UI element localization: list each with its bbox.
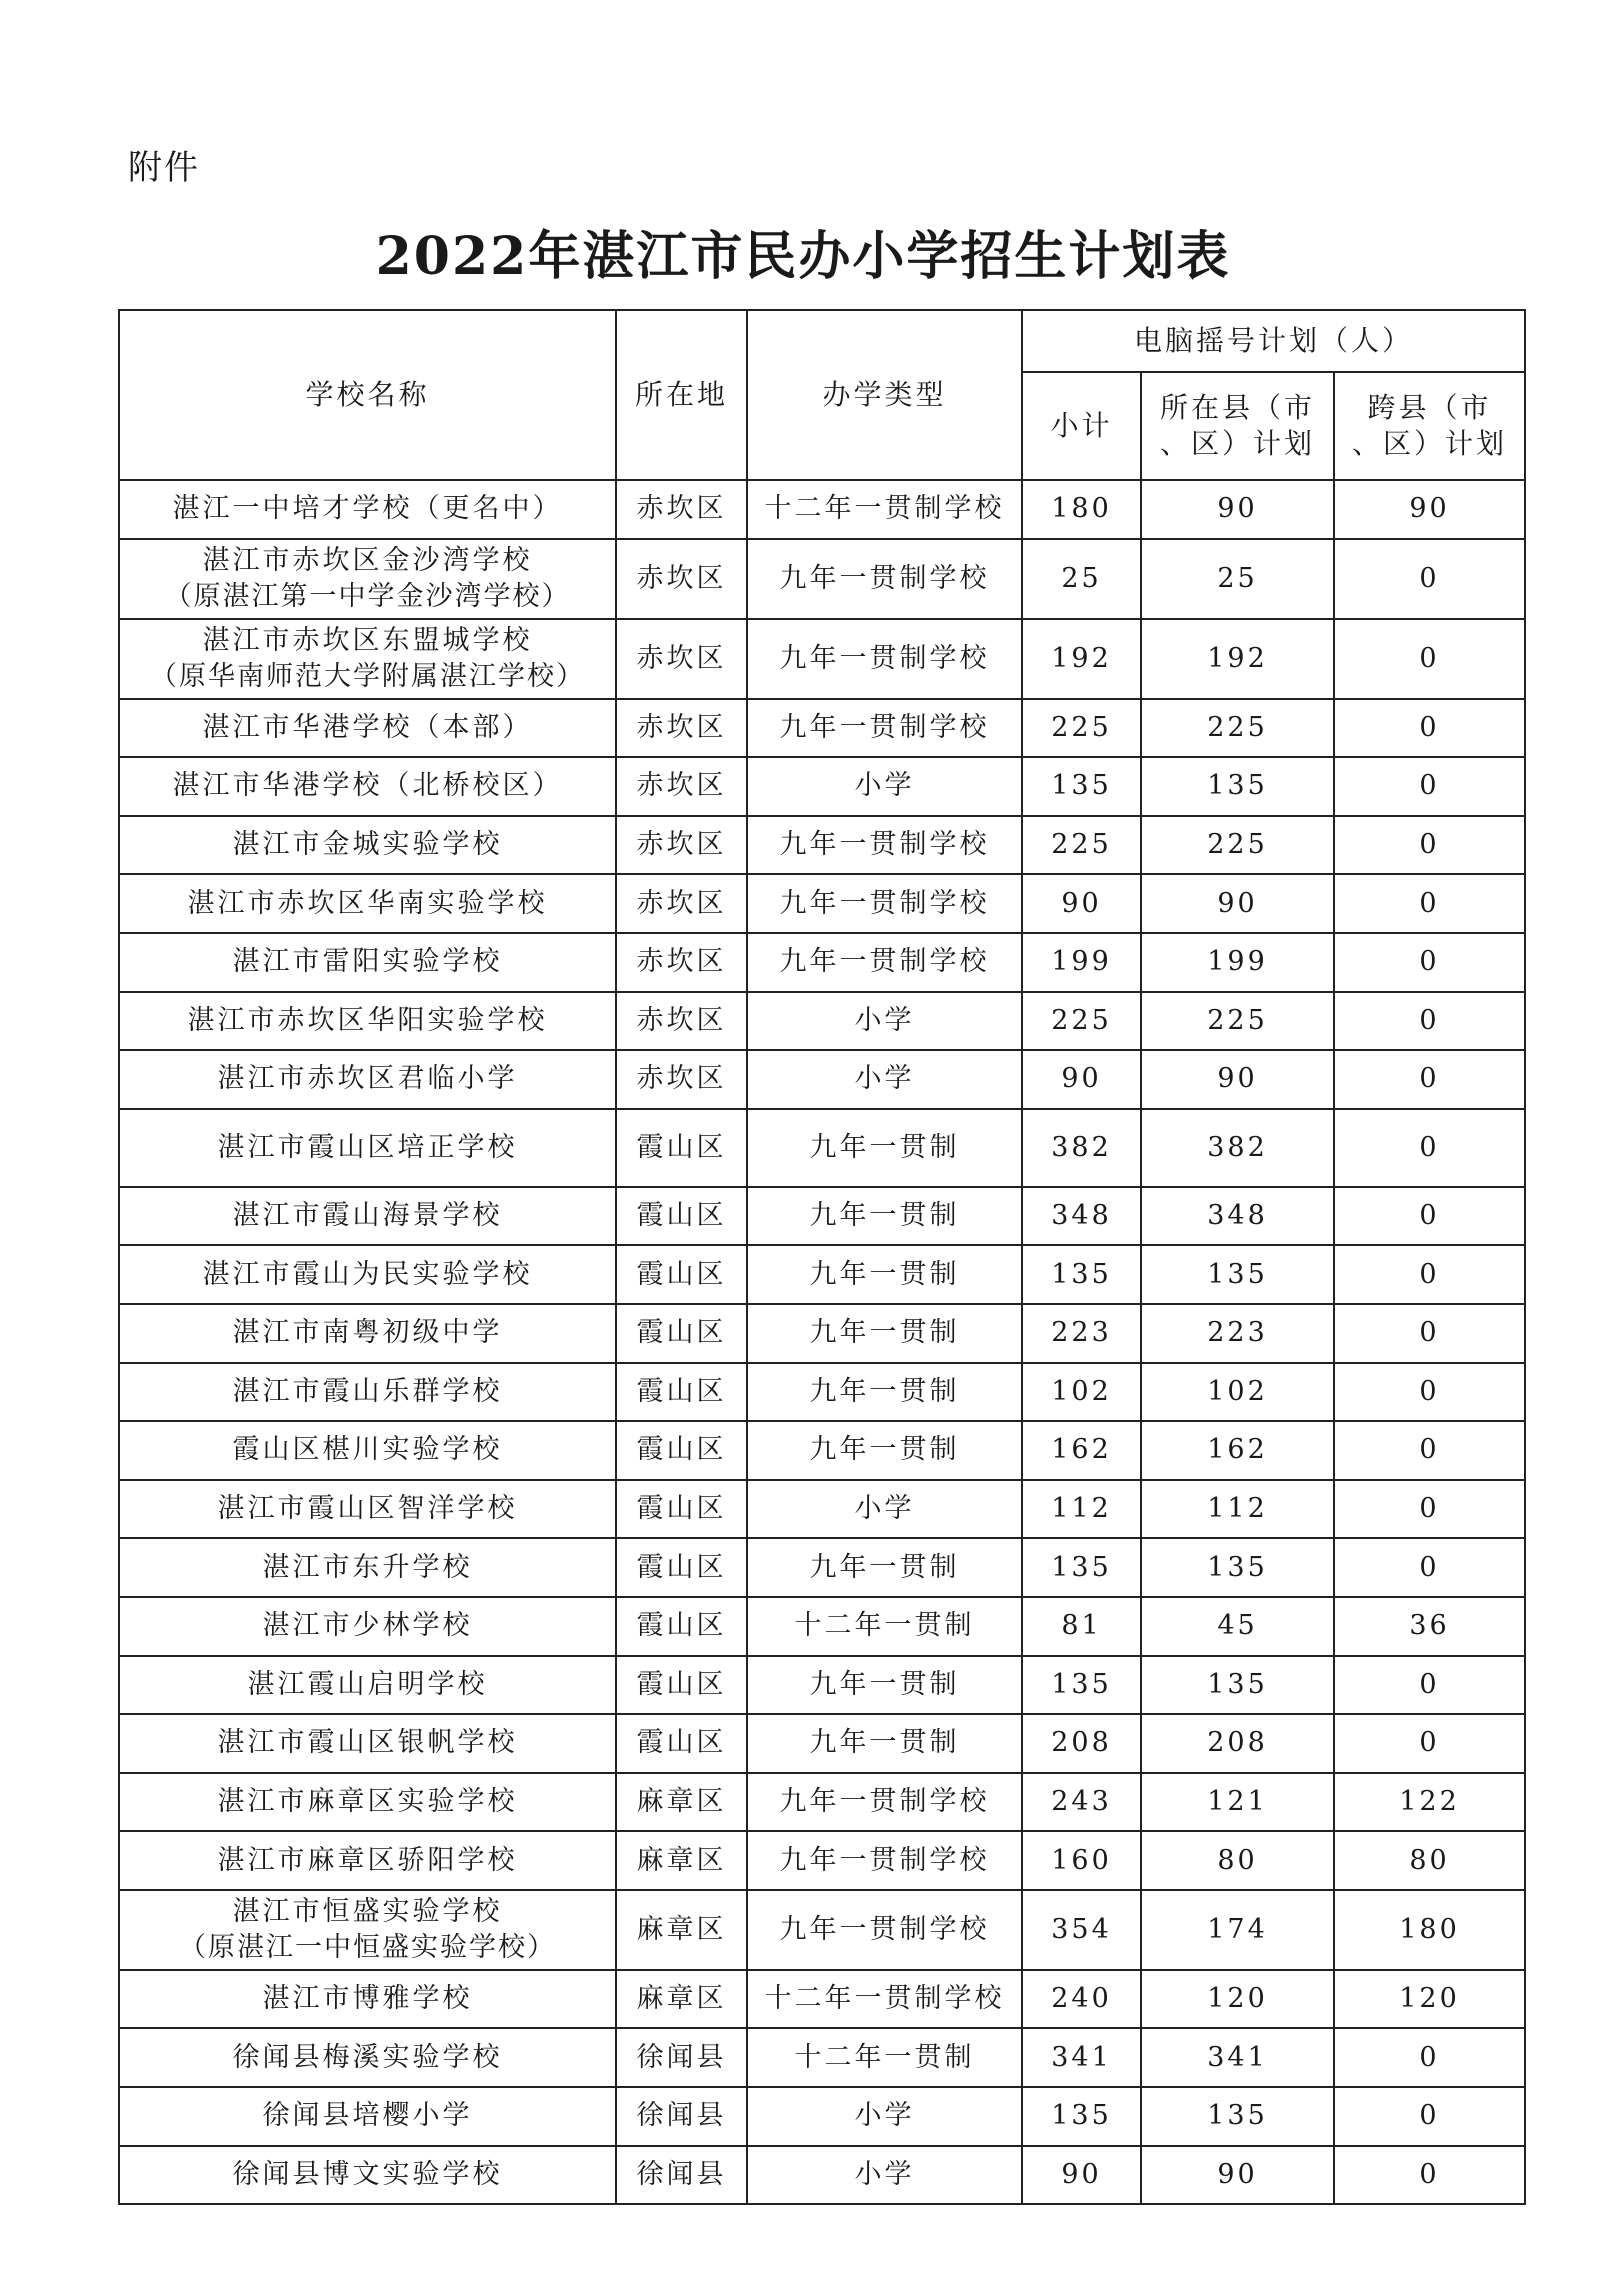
school-type-cell: 九年一贯制 <box>747 1187 1022 1246</box>
school-type-cell: 九年一贯制 <box>747 1363 1022 1422</box>
subtotal-cell: 243 <box>1022 1773 1141 1832</box>
school-name: 湛江市赤坎区华南实验学校 <box>187 887 548 919</box>
cross-plan-cell: 0 <box>1334 1304 1525 1363</box>
school-name-cell <box>119 1831 616 1890</box>
location-cell: 赤坎区 <box>616 757 747 816</box>
school-name: 湛江市恒盛实验学校 <box>232 1895 503 1927</box>
cross-plan-cell: 0 <box>1334 1480 1525 1539</box>
table-row <box>119 933 1525 992</box>
table-row <box>119 2146 1525 2205</box>
local-plan-cell: 90 <box>1141 874 1334 933</box>
school-name: 湛江市麻章区骄阳学校 <box>217 1844 518 1876</box>
cross-plan-cell: 0 <box>1334 1714 1525 1773</box>
school-name: 湛江市赤坎区华阳实验学校 <box>187 1004 548 1036</box>
cross-plan-cell: 180 <box>1334 1890 1525 1970</box>
cross-plan-cell: 0 <box>1334 933 1525 992</box>
local-plan-cell: 341 <box>1141 2028 1334 2087</box>
table-row <box>119 816 1525 875</box>
subtotal-cell: 81 <box>1022 1597 1141 1656</box>
local-plan-cell: 162 <box>1141 1421 1334 1480</box>
location-cell: 霞山区 <box>616 1363 747 1422</box>
cross-plan-cell: 122 <box>1334 1773 1525 1832</box>
school-name-cell <box>119 1714 616 1773</box>
subtotal-cell: 162 <box>1022 1421 1141 1480</box>
subtotal-cell: 90 <box>1022 1050 1141 1109</box>
school-type-cell: 十二年一贯制学校 <box>747 480 1022 539</box>
school-name: 湛江市霞山区智洋学校 <box>217 1493 518 1525</box>
table-row <box>119 2087 1525 2146</box>
local-plan-cell: 208 <box>1141 1714 1334 1773</box>
subtotal-cell: 135 <box>1022 1538 1141 1597</box>
local-plan-cell: 25 <box>1141 539 1334 619</box>
location-cell: 徐闻县 <box>616 2146 747 2205</box>
location-cell: 霞山区 <box>616 1109 747 1187</box>
school-type-cell: 十二年一贯制学校 <box>747 1970 1022 2029</box>
school-former-name: （原湛江第一中学金沙湾学校） <box>164 580 571 612</box>
table-row <box>119 1245 1525 1304</box>
cross-plan-cell: 0 <box>1334 1538 1525 1597</box>
school-name: 湛江市南粤初级中学 <box>232 1317 503 1349</box>
subtotal-cell: 382 <box>1022 1109 1141 1187</box>
table-row <box>119 1421 1525 1480</box>
school-name: 湛江市霞山区培正学校 <box>217 1131 518 1163</box>
local-plan-cell: 102 <box>1141 1363 1334 1422</box>
school-name: 湛江市华港学校（北桥校区） <box>172 770 563 802</box>
subtotal-cell: 240 <box>1022 1970 1141 2029</box>
school-type-cell: 九年一贯制 <box>747 1304 1022 1363</box>
school-name-cell <box>119 933 616 992</box>
school-name: 湛江市霞山乐群学校 <box>232 1375 503 1407</box>
school-type-cell: 九年一贯制学校 <box>747 699 1022 758</box>
school-name-cell <box>119 1304 616 1363</box>
subtotal-cell: 225 <box>1022 992 1141 1051</box>
school-name-cell <box>119 1421 616 1480</box>
location-cell: 赤坎区 <box>616 816 747 875</box>
location-cell: 麻章区 <box>616 1970 747 2029</box>
school-name: 湛江市华港学校（本部） <box>202 711 533 743</box>
cross-plan-cell: 0 <box>1334 2146 1525 2205</box>
school-type-cell: 九年一贯制学校 <box>747 1831 1022 1890</box>
location-cell: 赤坎区 <box>616 933 747 992</box>
school-name-cell <box>119 2028 616 2087</box>
header-subtotal: 小计 <box>1022 372 1141 480</box>
school-type-cell: 十二年一贯制 <box>747 2028 1022 2087</box>
header-school-type: 办学类型 <box>747 310 1022 480</box>
cross-plan-cell: 0 <box>1334 816 1525 875</box>
page-title: 2022年湛江市民办小学招生计划表 <box>375 226 1231 287</box>
subtotal-cell: 25 <box>1022 539 1141 619</box>
subtotal-cell: 341 <box>1022 2028 1141 2087</box>
cross-plan-cell: 0 <box>1334 1363 1525 1422</box>
school-name-cell <box>119 1480 616 1539</box>
cross-plan-cell: 0 <box>1334 2087 1525 2146</box>
subtotal-cell: 112 <box>1022 1480 1141 1539</box>
location-cell: 徐闻县 <box>616 2087 747 2146</box>
cross-plan-cell: 0 <box>1334 1245 1525 1304</box>
school-type-cell: 九年一贯制 <box>747 1109 1022 1187</box>
location-cell: 霞山区 <box>616 1597 747 1656</box>
cross-plan-cell: 0 <box>1334 992 1525 1051</box>
table-row <box>119 1656 1525 1715</box>
school-name: 湛江市霞山海景学校 <box>232 1200 503 1232</box>
local-plan-cell: 135 <box>1141 2087 1334 2146</box>
subtotal-cell: 348 <box>1022 1187 1141 1246</box>
cross-plan-cell: 80 <box>1334 1831 1525 1890</box>
local-plan-cell: 348 <box>1141 1187 1334 1246</box>
school-name: 霞山区椹川实验学校 <box>232 1434 503 1466</box>
school-name-cell <box>119 539 616 619</box>
cross-plan-cell: 0 <box>1334 1109 1525 1187</box>
school-name: 湛江市赤坎区东盟城学校 <box>202 624 533 656</box>
school-name-cell <box>119 1538 616 1597</box>
local-plan-cell: 112 <box>1141 1480 1334 1539</box>
subtotal-cell: 354 <box>1022 1890 1141 1970</box>
school-type-cell: 九年一贯制学校 <box>747 1773 1022 1832</box>
cross-plan-cell: 0 <box>1334 1187 1525 1246</box>
location-cell: 霞山区 <box>616 1245 747 1304</box>
subtotal-cell: 135 <box>1022 1245 1141 1304</box>
table-row <box>119 1714 1525 1773</box>
table-row <box>119 539 1525 619</box>
school-name: 湛江市霞山为民实验学校 <box>202 1258 533 1290</box>
subtotal-cell: 225 <box>1022 816 1141 875</box>
school-type-cell: 九年一贯制学校 <box>747 933 1022 992</box>
school-name-cell <box>119 1050 616 1109</box>
school-type-cell: 九年一贯制学校 <box>747 1890 1022 1970</box>
header-local-plan-line1: 所在县（市 <box>1159 391 1315 424</box>
table-row <box>119 1597 1525 1656</box>
school-name: 湛江市少林学校 <box>262 1610 473 1642</box>
school-name: 湛江市金城实验学校 <box>232 829 503 861</box>
school-name: 徐闻县梅溪实验学校 <box>232 2041 503 2073</box>
subtotal-cell: 90 <box>1022 874 1141 933</box>
header-local-plan-line2: 、区）计划 <box>1159 427 1315 460</box>
local-plan-cell: 135 <box>1141 1656 1334 1715</box>
table-row <box>119 1538 1525 1597</box>
school-type-cell: 九年一贯制 <box>747 1538 1022 1597</box>
attachment-label: 附件 <box>128 148 200 188</box>
location-cell: 麻章区 <box>616 1773 747 1832</box>
table-row <box>119 1773 1525 1832</box>
local-plan-cell: 80 <box>1141 1831 1334 1890</box>
school-type-cell: 九年一贯制学校 <box>747 874 1022 933</box>
local-plan-cell: 199 <box>1141 933 1334 992</box>
local-plan-cell: 121 <box>1141 1773 1334 1832</box>
local-plan-cell: 225 <box>1141 699 1334 758</box>
school-name: 湛江市麻章区实验学校 <box>217 1785 518 1817</box>
school-type-cell: 小学 <box>747 2087 1022 2146</box>
school-type-cell: 小学 <box>747 992 1022 1051</box>
local-plan-cell: 45 <box>1141 1597 1334 1656</box>
table-row <box>119 699 1525 758</box>
subtotal-cell: 102 <box>1022 1363 1141 1422</box>
location-cell: 麻章区 <box>616 1831 747 1890</box>
subtotal-cell: 135 <box>1022 1656 1141 1715</box>
local-plan-cell: 135 <box>1141 757 1334 816</box>
cross-plan-cell: 0 <box>1334 874 1525 933</box>
cross-plan-cell: 0 <box>1334 699 1525 758</box>
cross-plan-cell: 0 <box>1334 2028 1525 2087</box>
location-cell: 霞山区 <box>616 1714 747 1773</box>
cross-plan-cell: 0 <box>1334 1656 1525 1715</box>
location-cell: 麻章区 <box>616 1890 747 1970</box>
cross-plan-cell: 0 <box>1334 757 1525 816</box>
location-cell: 赤坎区 <box>616 699 747 758</box>
local-plan-cell: 135 <box>1141 1538 1334 1597</box>
subtotal-cell: 199 <box>1022 933 1141 992</box>
school-name: 湛江市东升学校 <box>262 1551 473 1583</box>
table-body <box>119 480 1525 2204</box>
school-name: 徐闻县培樱小学 <box>262 2100 473 2132</box>
school-type-cell: 小学 <box>747 2146 1022 2205</box>
school-former-name: （原华南师范大学附属湛江学校） <box>150 660 585 692</box>
subtotal-cell: 192 <box>1022 619 1141 699</box>
school-name-cell <box>119 1363 616 1422</box>
local-plan-cell: 135 <box>1141 1245 1334 1304</box>
table-row <box>119 1050 1525 1109</box>
local-plan-cell: 90 <box>1141 1050 1334 1109</box>
table-row <box>119 1831 1525 1890</box>
subtotal-cell: 90 <box>1022 2146 1141 2205</box>
school-name-cell <box>119 2087 616 2146</box>
header-cross-plan-line1: 跨县（市 <box>1367 391 1492 424</box>
header-location: 所在地 <box>616 310 747 480</box>
location-cell: 赤坎区 <box>616 1050 747 1109</box>
table-row <box>119 619 1525 699</box>
school-name-cell <box>119 1245 616 1304</box>
local-plan-cell: 223 <box>1141 1304 1334 1363</box>
cross-plan-cell: 0 <box>1334 539 1525 619</box>
school-type-cell: 九年一贯制 <box>747 1421 1022 1480</box>
location-cell: 霞山区 <box>616 1656 747 1715</box>
subtotal-cell: 135 <box>1022 757 1141 816</box>
local-plan-cell: 174 <box>1141 1890 1334 1970</box>
location-cell: 赤坎区 <box>616 992 747 1051</box>
local-plan-cell: 382 <box>1141 1109 1334 1187</box>
school-name-cell <box>119 1890 616 1970</box>
table-row <box>119 1187 1525 1246</box>
location-cell: 霞山区 <box>616 1304 747 1363</box>
subtotal-cell: 135 <box>1022 2087 1141 2146</box>
school-type-cell: 九年一贯制 <box>747 1245 1022 1304</box>
local-plan-cell: 90 <box>1141 2146 1334 2205</box>
cross-plan-cell: 0 <box>1334 1050 1525 1109</box>
school-name: 湛江市赤坎区君临小学 <box>217 1063 518 1095</box>
school-name: 湛江市赤坎区金沙湾学校 <box>202 544 533 576</box>
school-name-cell <box>119 816 616 875</box>
subtotal-cell: 225 <box>1022 699 1141 758</box>
location-cell: 赤坎区 <box>616 539 747 619</box>
school-type-cell: 小学 <box>747 757 1022 816</box>
subtotal-cell: 180 <box>1022 480 1141 539</box>
school-type-cell: 十二年一贯制 <box>747 1597 1022 1656</box>
school-name-cell <box>119 874 616 933</box>
table-row <box>119 1109 1525 1187</box>
location-cell: 霞山区 <box>616 1538 747 1597</box>
school-name: 湛江霞山启明学校 <box>247 1668 488 1700</box>
school-name-cell <box>119 480 616 539</box>
school-name-cell <box>119 1597 616 1656</box>
school-name: 湛江市霞山区银帆学校 <box>217 1727 518 1759</box>
table-row <box>119 757 1525 816</box>
table-row <box>119 874 1525 933</box>
school-name-cell <box>119 699 616 758</box>
school-type-cell: 九年一贯制学校 <box>747 539 1022 619</box>
school-former-name: （原湛江一中恒盛实验学校） <box>179 1931 556 1963</box>
school-name-cell <box>119 2146 616 2205</box>
header-local-plan <box>1141 372 1334 480</box>
local-plan-cell: 225 <box>1141 992 1334 1051</box>
school-type-cell: 九年一贯制 <box>747 1656 1022 1715</box>
cross-plan-cell: 0 <box>1334 619 1525 699</box>
school-name: 徐闻县博文实验学校 <box>232 2158 503 2190</box>
table-row <box>119 2028 1525 2087</box>
school-type-cell: 九年一贯制学校 <box>747 619 1022 699</box>
school-name: 湛江市雷阳实验学校 <box>232 946 503 978</box>
cross-plan-cell: 120 <box>1334 1970 1525 2029</box>
location-cell: 霞山区 <box>616 1480 747 1539</box>
table-row <box>119 1890 1525 1970</box>
location-cell: 赤坎区 <box>616 619 747 699</box>
table-row <box>119 1480 1525 1539</box>
school-name-cell <box>119 1187 616 1246</box>
local-plan-cell: 90 <box>1141 480 1334 539</box>
subtotal-cell: 208 <box>1022 1714 1141 1773</box>
school-name-cell <box>119 992 616 1051</box>
school-name-cell <box>119 619 616 699</box>
cross-plan-cell: 36 <box>1334 1597 1525 1656</box>
enrollment-plan-table <box>118 309 1526 2205</box>
header-cross-plan-line2: 、区）计划 <box>1352 427 1508 460</box>
local-plan-cell: 225 <box>1141 816 1334 875</box>
header-cross-plan <box>1334 372 1525 480</box>
school-name: 湛江一中培才学校（更名中） <box>172 493 563 525</box>
school-name-cell <box>119 1656 616 1715</box>
location-cell: 霞山区 <box>616 1421 747 1480</box>
school-type-cell: 小学 <box>747 1050 1022 1109</box>
school-type-cell: 九年一贯制 <box>747 1714 1022 1773</box>
location-cell: 赤坎区 <box>616 480 747 539</box>
cross-plan-cell: 90 <box>1334 480 1525 539</box>
local-plan-cell: 120 <box>1141 1970 1334 2029</box>
table-row <box>119 480 1525 539</box>
school-name-cell <box>119 1109 616 1187</box>
location-cell: 赤坎区 <box>616 874 747 933</box>
header-lottery-plan: 电脑摇号计划（人） <box>1022 310 1525 372</box>
cross-plan-cell: 0 <box>1334 1421 1525 1480</box>
subtotal-cell: 223 <box>1022 1304 1141 1363</box>
table-row <box>119 992 1525 1051</box>
location-cell: 徐闻县 <box>616 2028 747 2087</box>
school-name-cell <box>119 757 616 816</box>
local-plan-cell: 192 <box>1141 619 1334 699</box>
school-type-cell: 小学 <box>747 1480 1022 1539</box>
school-type-cell: 九年一贯制学校 <box>747 816 1022 875</box>
location-cell: 霞山区 <box>616 1187 747 1246</box>
table-row <box>119 1304 1525 1363</box>
table-row <box>119 1363 1525 1422</box>
school-name-cell <box>119 1970 616 2029</box>
subtotal-cell: 160 <box>1022 1831 1141 1890</box>
school-name: 湛江市博雅学校 <box>262 1983 473 2015</box>
school-name-cell <box>119 1773 616 1832</box>
table-row <box>119 1970 1525 2029</box>
header-school-name: 学校名称 <box>119 310 616 480</box>
